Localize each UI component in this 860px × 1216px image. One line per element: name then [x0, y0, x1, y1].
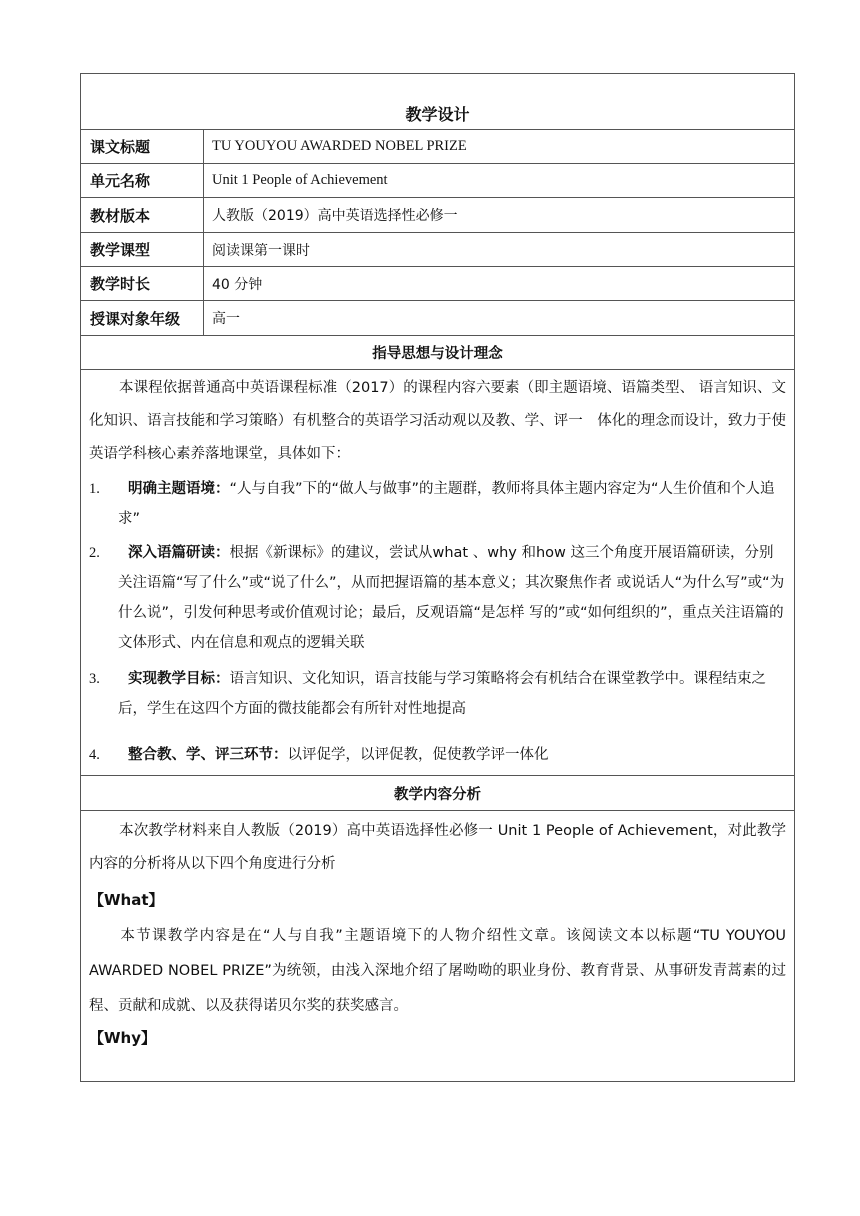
why-label: 【Why】 [89, 1029, 157, 1047]
item-lead: 深入语篇研读： [128, 545, 230, 561]
info-row-unit [81, 164, 794, 198]
info-label: 课文标题 [81, 130, 204, 163]
item-number: 1. [89, 481, 100, 497]
doc-title: 教学设计 [405, 105, 470, 124]
item-lead: 整合教、学、评三环节： [128, 747, 288, 763]
info-label: 教学时长 [81, 267, 204, 300]
item-text: “人与自我”下的“做人与做事”的主题群，教师将具体主题内容定为“人生价值和个人追求” [118, 481, 775, 527]
what-label: 【What】 [89, 891, 164, 909]
content-intro-paragraph [89, 815, 786, 881]
section-body-guiding [81, 370, 794, 776]
info-value: Unit 1 People of Achievement [212, 172, 388, 188]
info-label: 单元名称 [81, 164, 204, 197]
content-intro-text: 本次教学材料来自人教版（2019）高中英语选择性必修一 Unit 1 People of Achievement，对此教学内容的分析将从以下四个角度进行分析 [89, 823, 786, 872]
info-value: TU YOUYOU AWARDED NOBEL PRIZE [212, 138, 467, 154]
lesson-design-table [80, 73, 795, 1082]
section-heading-content: 教学内容分析 [81, 776, 794, 811]
info-label: 教学课型 [81, 233, 204, 266]
item-number: 2. [89, 545, 100, 561]
what-paragraph [89, 919, 786, 1024]
list-item [89, 474, 786, 534]
section-heading-guiding: 指导思想与设计理念 [81, 336, 794, 370]
item-lead: 明确主题语境： [128, 481, 230, 497]
intro-text: 本课程依据普通高中英语课程标准（2017）的课程内容六要素（即主题语境、语篇类型、 语言知识、文化知识、语言技能和学习策略）有机整合的英语学习活动观以及教、学、评一 体化的理念而设计，致力于使英语学科核心素养落地课堂，具体如下： [89, 380, 786, 462]
item-number: 3. [89, 671, 100, 687]
info-value: 高一 [212, 311, 240, 327]
item-text: 语言知识、文化知识，语言技能与学习策略将会有机结合在课堂教学中。课程结束之后，学生在这四个方面的微技能都会有所针对性地提高 [118, 671, 766, 717]
info-row-grade [81, 301, 794, 336]
info-row-type [81, 233, 794, 267]
info-row-edition [81, 198, 794, 233]
info-label: 授课对象年级 [81, 301, 204, 335]
list-item [89, 740, 786, 770]
list-item [89, 664, 786, 724]
item-text: 以评促学，以评促教，促使教学评一体化 [287, 747, 549, 763]
title-row [81, 74, 794, 130]
list-item [89, 538, 786, 658]
info-value: 人教版（2019）高中英语选择性必修一 [212, 208, 458, 224]
item-lead: 实现教学目标： [128, 671, 230, 687]
info-row-title [81, 130, 794, 164]
intro-paragraph [89, 372, 786, 471]
info-label: 教材版本 [81, 198, 204, 232]
info-value: 40 分钟 [212, 276, 263, 293]
info-value: 阅读课第一课时 [212, 242, 310, 259]
item-number: 4. [89, 747, 100, 763]
section-body-content [81, 811, 794, 1081]
info-row-duration [81, 267, 794, 301]
what-text: 本节课教学内容是在“人与自我”主题语境下的人物介绍性文章。该阅读文本以标题“TU YOUYOU AWARDED NOBEL PRIZE”为统领，由浅入深地介绍了屠呦呦的职业身份、教育背景、从事研发青蒿素的过程、贡献和成就、以及获得诺贝尔奖的获奖感言。 [89, 928, 786, 1014]
item-text: 根据《新课标》的建议，尝试从what 、why 和how 这三个角度开展语篇研读，分别关注语篇“写了什么”或“说了什么”，从而把握语篇的基本意义；其次聚焦作者 或说话人“为什么写”或“为什么说”，引发何种思考或价值观讨论；最后，反观语篇“是怎样 写的”或“如何组织的”，重点关注语篇的文体形式、内在信息和观点的逻辑关联 [118, 545, 785, 651]
